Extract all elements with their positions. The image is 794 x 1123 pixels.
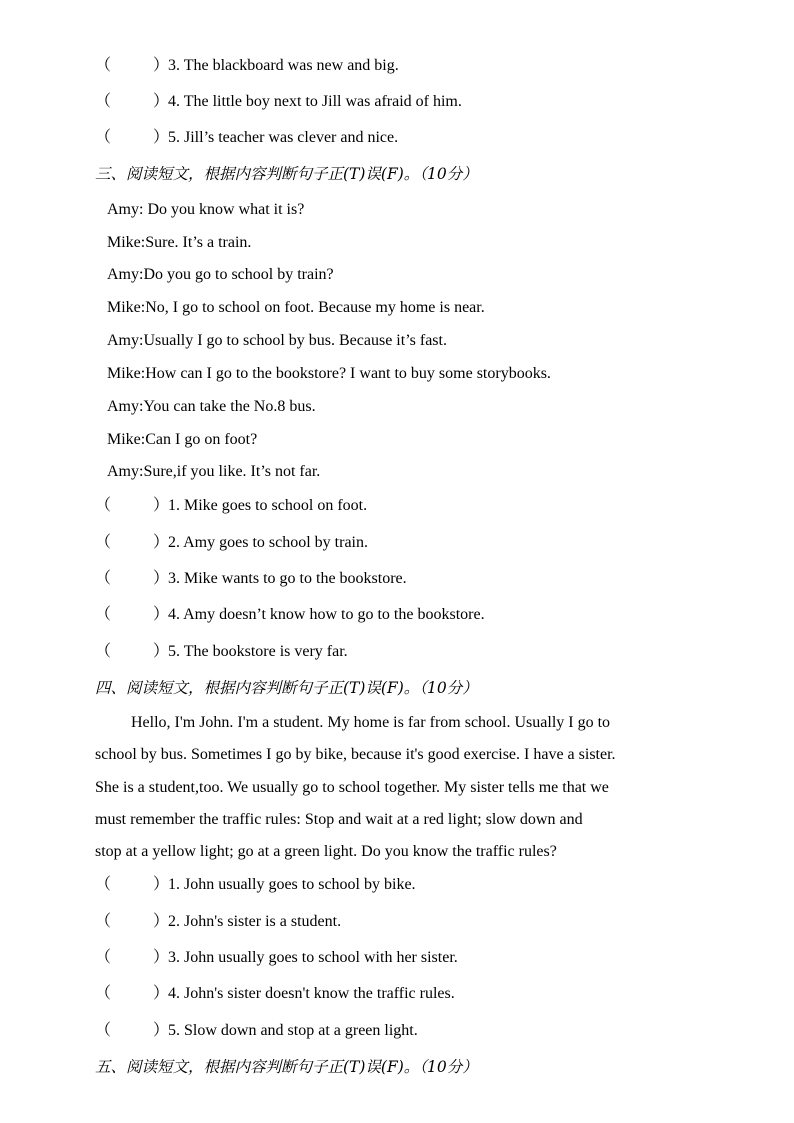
answer-blank-right: ） — [153, 985, 170, 1002]
question-text: 5. Slow down and stop at a green light. — [168, 1022, 418, 1039]
answer-blank-right: ） — [153, 93, 170, 110]
passage-line: Hello, I'm John. I'm a student. My home is far from school. Usually I go to — [131, 714, 611, 731]
section-heading-4: 四、阅读短文，根据内容判断句子正(T)误(F)。（10分） — [95, 679, 478, 697]
answer-blank-right: ） — [153, 497, 170, 514]
answer-blank-right: ） — [153, 1022, 170, 1039]
section-heading-5: 五、阅读短文，根据内容判断句子正(T)误(F)。（10分） — [95, 1058, 478, 1076]
answer-blank-right: ） — [153, 876, 170, 893]
answer-blank-right: ） — [153, 57, 170, 74]
dialogue-line: Amy:Do you go to school by train? — [107, 266, 334, 283]
question-text: 4. Amy doesn’t know how to go to the bookstore. — [168, 606, 485, 623]
answer-blank-left[interactable]: （ — [95, 913, 112, 930]
question-text: 4. The little boy next to Jill was afraid of him. — [168, 93, 462, 110]
question-line — [95, 1021, 418, 1041]
answer-blank-right: ） — [153, 949, 170, 966]
question-text: 4. John's sister doesn't know the traffic rules. — [168, 985, 455, 1002]
answer-blank-left[interactable]: （ — [95, 57, 112, 74]
dialogue-line: Amy:Sure,if you like. It’s not far. — [107, 463, 321, 480]
passage-line: She is a student,too. We usually go to school together. My sister tells me that we — [95, 779, 609, 796]
answer-blank-right: ） — [153, 534, 170, 551]
answer-blank-right: ） — [153, 606, 170, 623]
answer-blank-left[interactable]: （ — [95, 949, 112, 966]
question-line — [95, 533, 368, 553]
question-text: 2. Amy goes to school by train. — [168, 534, 368, 551]
question-text: 3. The blackboard was new and big. — [168, 57, 399, 74]
question-line — [95, 912, 341, 932]
question-line — [95, 496, 367, 516]
answer-blank-left[interactable]: （ — [95, 570, 112, 587]
question-line — [95, 128, 398, 148]
question-line — [95, 569, 407, 589]
dialogue-line: Mike:Sure. It’s a train. — [107, 234, 252, 251]
dialogue-line: Amy:Usually I go to school by bus. Because it’s fast. — [107, 332, 447, 349]
question-line — [95, 875, 416, 895]
answer-blank-left[interactable]: （ — [95, 497, 112, 514]
question-line — [95, 56, 399, 76]
answer-blank-left[interactable]: （ — [95, 534, 112, 551]
question-line — [95, 984, 455, 1004]
question-text: 1. Mike goes to school on foot. — [168, 497, 368, 514]
question-line — [95, 92, 462, 112]
answer-blank-left[interactable]: （ — [95, 1022, 112, 1039]
question-line — [95, 948, 458, 968]
answer-blank-left[interactable]: （ — [95, 643, 112, 660]
question-text: 5. The bookstore is very far. — [168, 643, 348, 660]
answer-blank-left[interactable]: （ — [95, 985, 112, 1002]
section-heading-3: 三、阅读短文，根据内容判断句子正(T)误(F)。（10分） — [95, 165, 478, 183]
question-text: 3. John usually goes to school with her sister. — [168, 949, 458, 966]
answer-blank-left[interactable]: （ — [95, 129, 112, 146]
question-line — [95, 642, 348, 662]
answer-blank-right: ） — [153, 570, 170, 587]
question-line — [95, 605, 485, 625]
answer-blank-right: ） — [153, 643, 170, 660]
answer-blank-left[interactable]: （ — [95, 606, 112, 623]
dialogue-line: Amy:You can take the No.8 bus. — [107, 398, 316, 415]
dialogue-line: Mike:How can I go to the bookstore? I want to buy some storybooks. — [107, 365, 551, 382]
passage-line: stop at a yellow light; go at a green light. Do you know the traffic rules? — [95, 843, 557, 860]
answer-blank-right: ） — [153, 129, 170, 146]
dialogue-line: Amy: Do you know what it is? — [107, 201, 305, 218]
question-text: 2. John's sister is a student. — [168, 913, 342, 930]
passage-line: school by bus. Sometimes I go by bike, because it's good exercise. I have a sister. — [95, 746, 616, 763]
dialogue-line: Mike:No, I go to school on foot. Because my home is near. — [107, 299, 485, 316]
dialogue-line: Mike:Can I go on foot? — [107, 431, 258, 448]
question-text: 1. John usually goes to school by bike. — [168, 876, 416, 893]
question-text: 5. Jill’s teacher was clever and nice. — [168, 129, 399, 146]
question-text: 3. Mike wants to go to the bookstore. — [168, 570, 407, 587]
answer-blank-right: ） — [153, 913, 170, 930]
passage-line: must remember the traffic rules: Stop and wait at a red light; slow down and — [95, 811, 583, 828]
answer-blank-left[interactable]: （ — [95, 93, 112, 110]
answer-blank-left[interactable]: （ — [95, 876, 112, 893]
